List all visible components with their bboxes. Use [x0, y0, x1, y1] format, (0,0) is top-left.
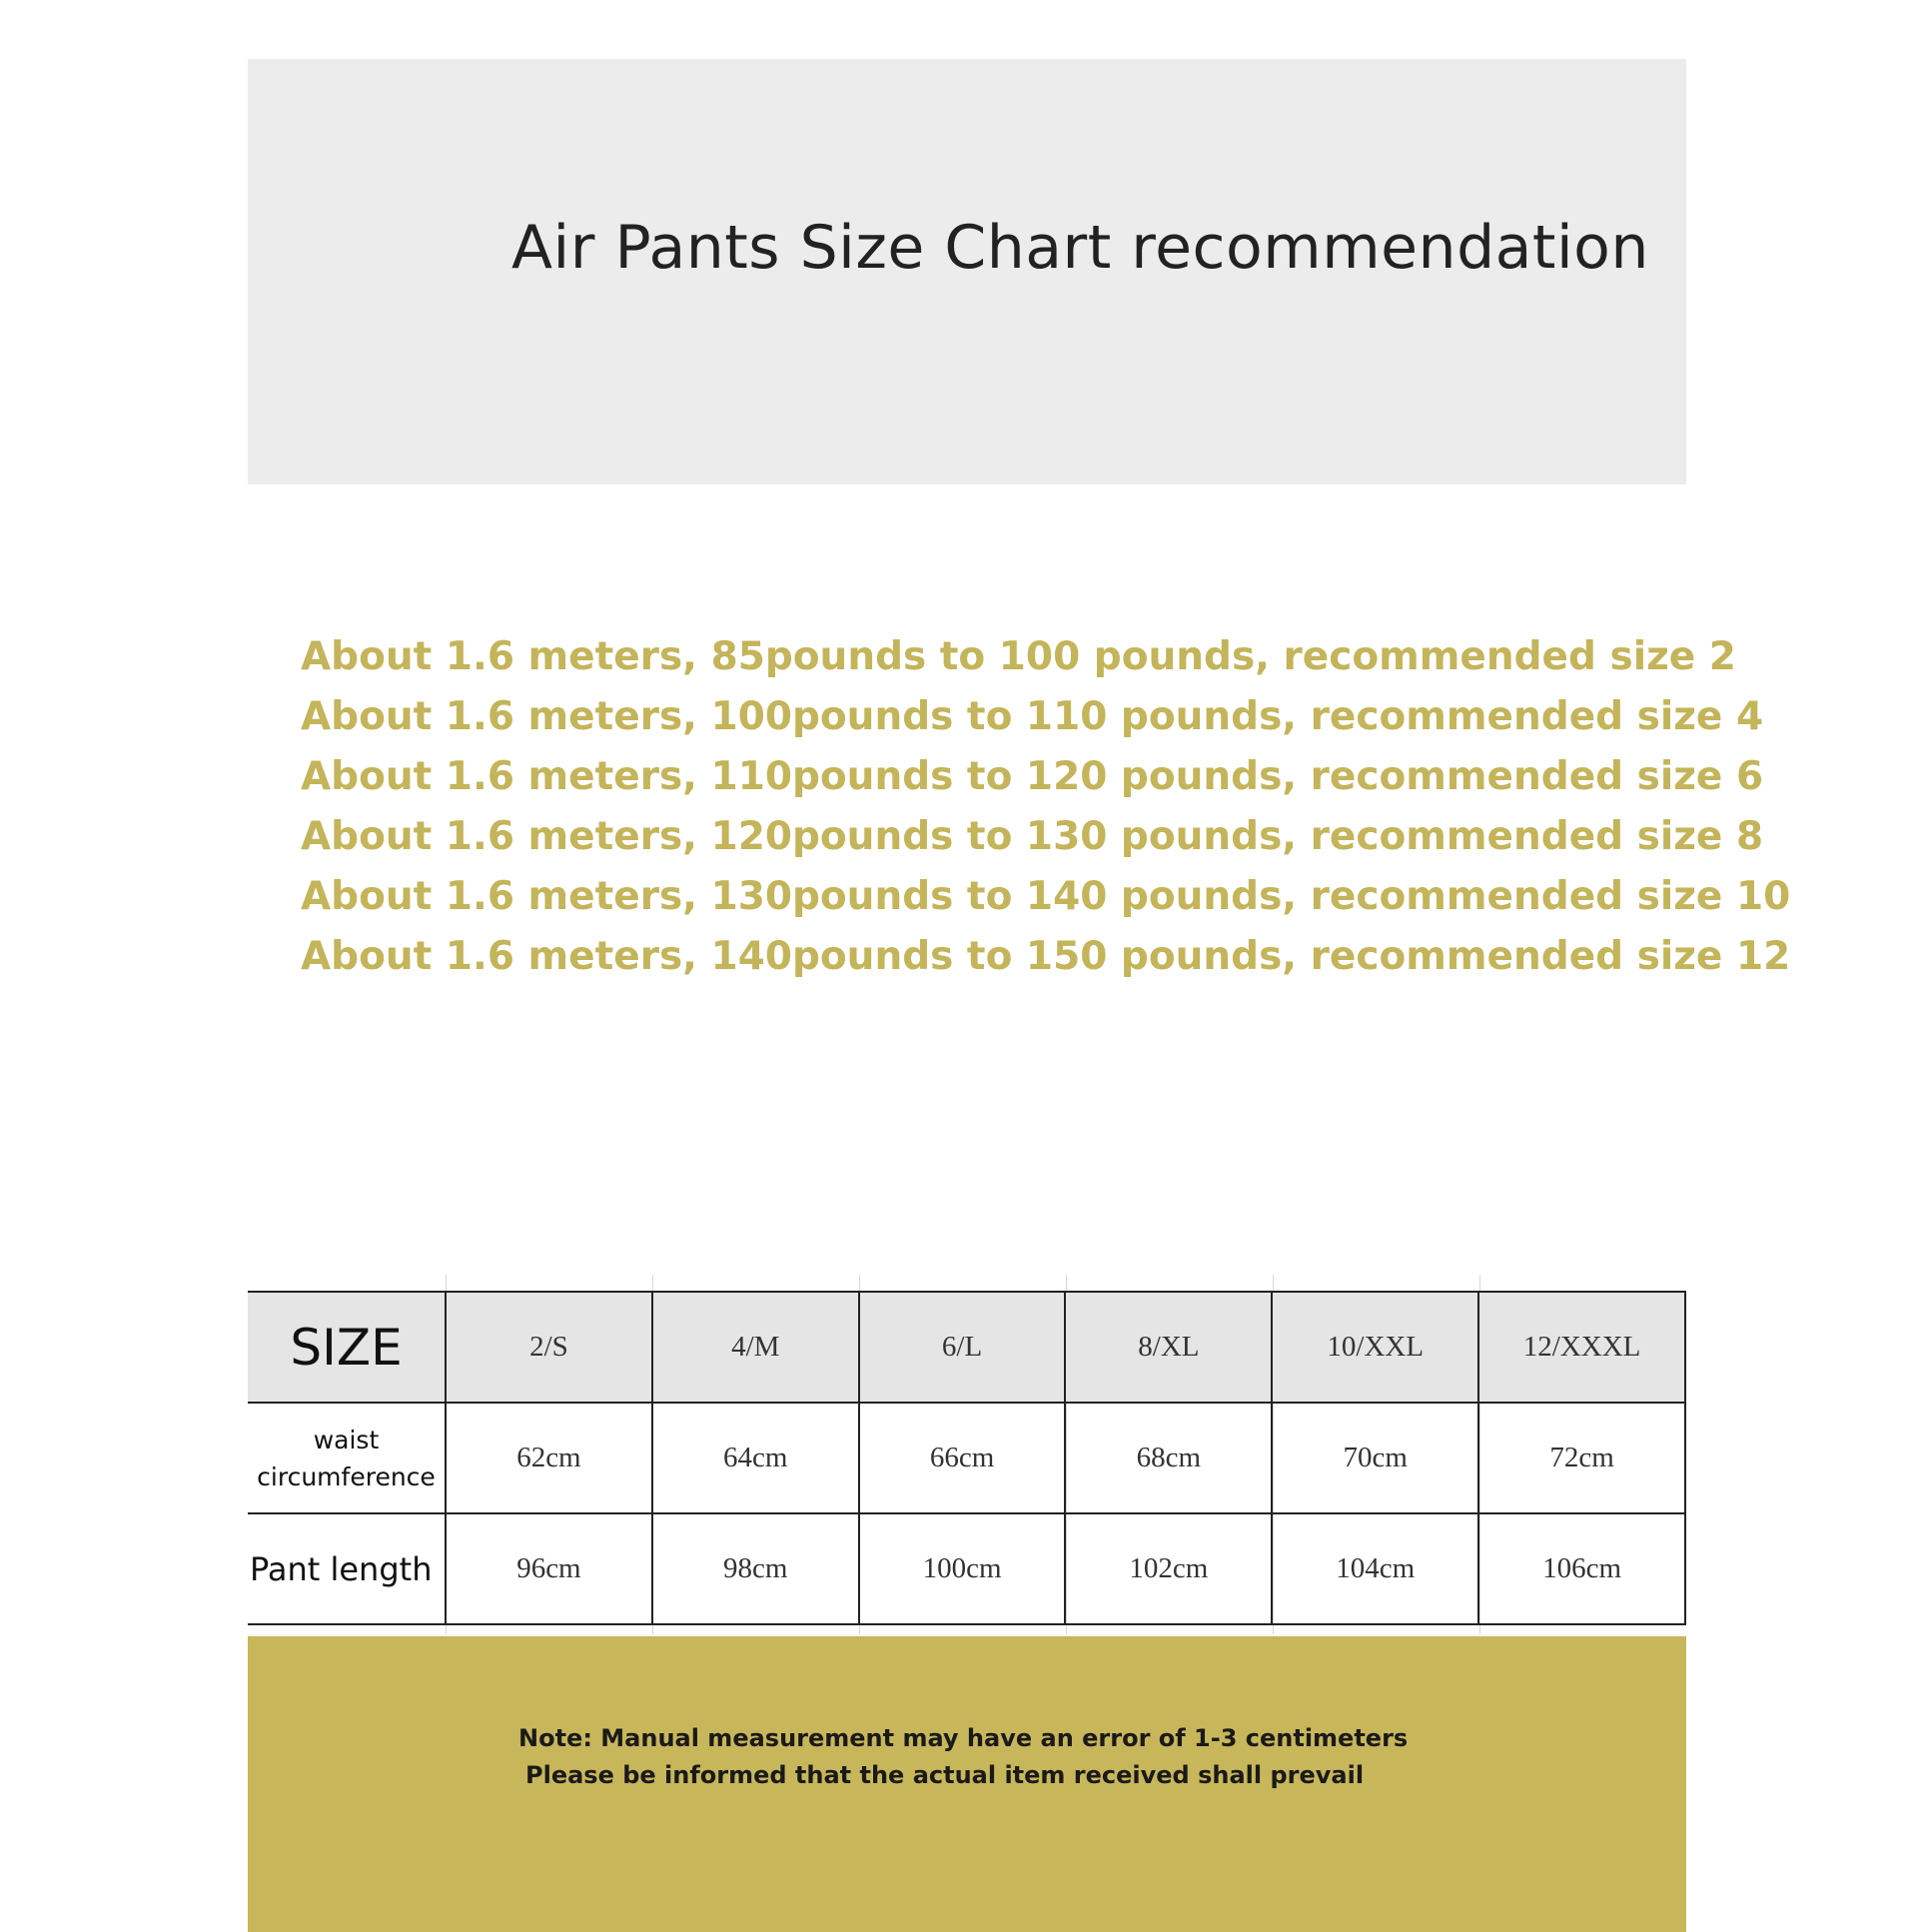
size-header-cell: SIZE [248, 1292, 446, 1403]
table-cell: 62cm [446, 1403, 652, 1513]
size-column-header: 10/XXL [1272, 1292, 1478, 1403]
table-cell: 64cm [652, 1403, 859, 1513]
waist-label-line2: circumference [257, 1461, 436, 1491]
size-column-header: 12/XXXL [1478, 1292, 1685, 1403]
table-cell: 72cm [1478, 1403, 1685, 1513]
recommendation-list [301, 627, 1790, 987]
table-header-row [248, 1292, 1685, 1403]
size-column-header: 8/XL [1065, 1292, 1272, 1403]
note-line: Please be informed that the actual item received shall prevail [525, 1761, 1365, 1789]
table-cell: 96cm [446, 1513, 652, 1624]
size-column-header: 6/L [859, 1292, 1066, 1403]
table-cell: 106cm [1478, 1513, 1685, 1624]
table-cell: 70cm [1272, 1403, 1478, 1513]
table-cell: 100cm [859, 1513, 1066, 1624]
recommendation-line: About 1.6 meters, 130pounds to 140 pounds, recommended size 10 [301, 874, 1791, 919]
note-line: Note: Manual measurement may have an error of 1-3 centimeters [518, 1724, 1409, 1752]
size-column-header: 2/S [446, 1292, 652, 1403]
table-cell: 102cm [1065, 1513, 1272, 1624]
recommendation-line: About 1.6 meters, 85pounds to 100 pounds, recommended size 2 [301, 634, 1736, 679]
table-row [248, 1513, 1685, 1624]
table-cell: 98cm [652, 1513, 859, 1624]
recommendation-line: About 1.6 meters, 140pounds to 150 pounds, recommended size 12 [301, 934, 1791, 979]
size-column-header: 4/M [652, 1292, 859, 1403]
recommendation-line: About 1.6 meters, 110pounds to 120 pounds, recommended size 6 [301, 754, 1764, 799]
recommendation-line: About 1.6 meters, 120pounds to 130 pounds, recommended size 8 [301, 814, 1764, 859]
table-cell: 104cm [1272, 1513, 1478, 1624]
pant-length-row-label: Pant length [248, 1513, 446, 1624]
table-cell: 66cm [859, 1403, 1066, 1513]
waist-label-line1: waist [313, 1425, 380, 1454]
size-table [248, 1291, 1686, 1625]
page-title: Air Pants Size Chart recommendation [511, 213, 1649, 283]
table-cell: 68cm [1065, 1403, 1272, 1513]
waist-row-label [248, 1403, 446, 1513]
table-row [248, 1403, 1685, 1513]
footer-note [518, 1720, 1408, 1794]
recommendation-line: About 1.6 meters, 100pounds to 110 pounds, recommended size 4 [301, 694, 1764, 739]
